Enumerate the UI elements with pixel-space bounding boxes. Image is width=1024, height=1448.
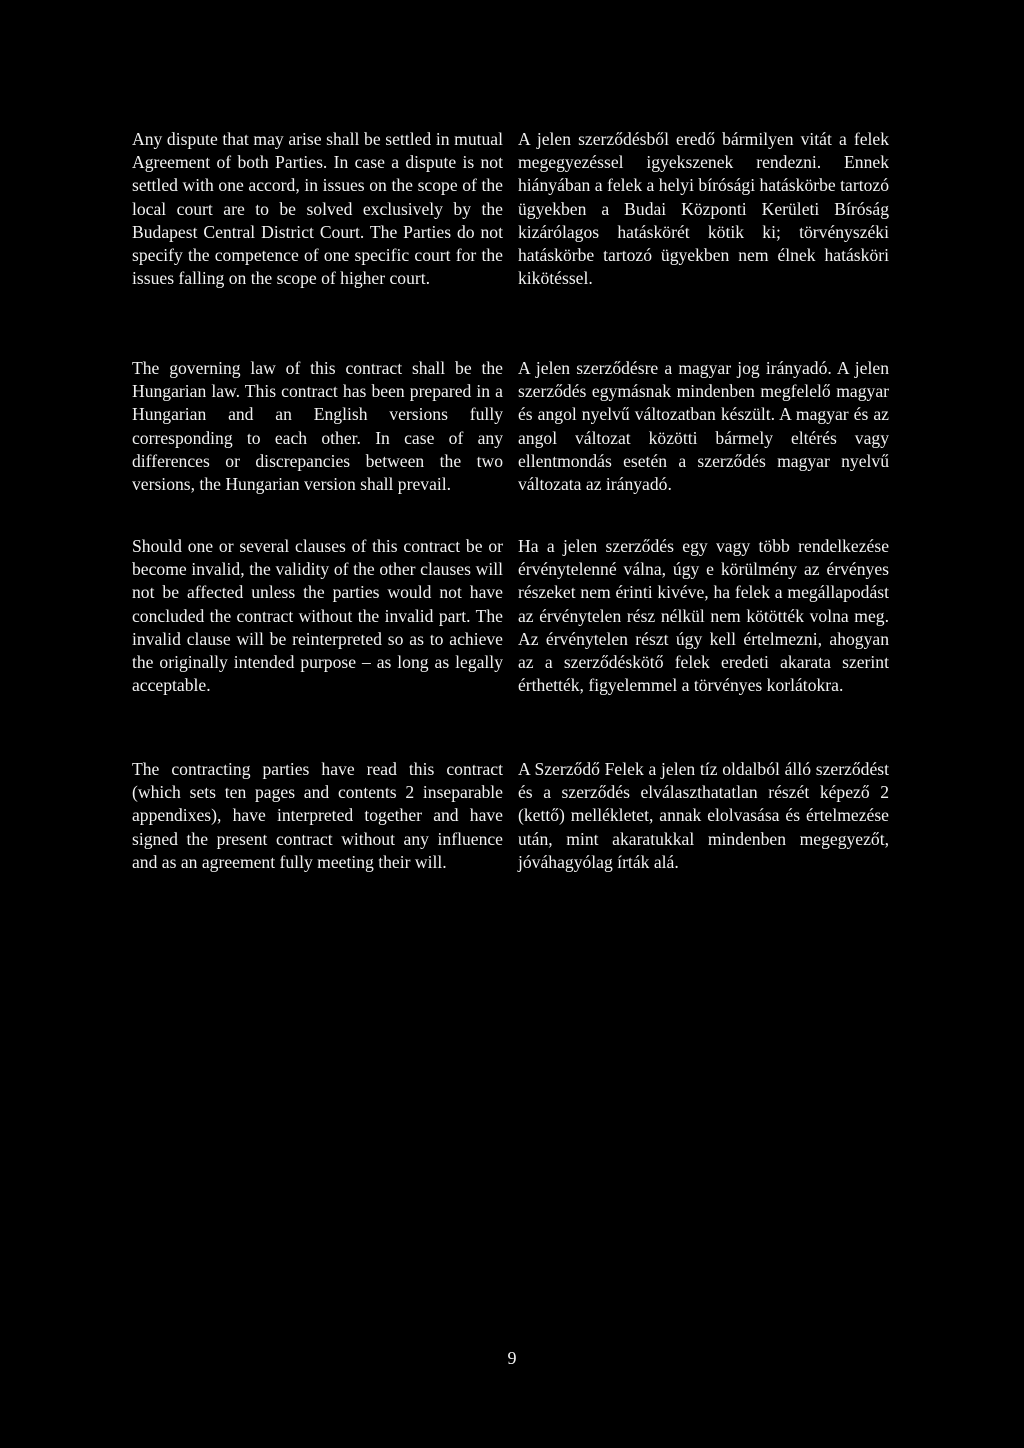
hungarian-signature-clause: A Szerződő Felek a jelen tíz oldalból álló szerződést és a szerződés elválaszthatatlan részét képező 2 (kettő) mellékletet, annak elolvasása és értelmezése után, mint akaratukkal mindenben megegyezőt, jóváhagyólag írták alá. [518,759,889,872]
hungarian-dispute-clause: A jelen szerződésből eredő bármilyen vitát a felek megegyezéssel igyekszenek rendezni. Ennek hiányában a felek a helyi bírósági hatáskörbe tartozó ügyekben a Budai Központi Kerületi Bíróság kizárólagos hatáskörét kötik ki; törvényszéki hatáskörbe tartozó ügyekben nem élnek hatásköri kikötéssel. [518,129,889,289]
english-governing-law-clause: The governing law of this contract shall be the Hungarian law. This contract has been prepared in a Hungarian and an English versions fully corresponding to each other. In case of any differences or discrepancies between the two versions, the Hungarian version shall prevail. [132,358,503,495]
english-signature-clause: The contracting parties have read this contract (which sets ten pages and contents 2 inseparable appendixes), have interpreted together and have signed the present contract without any influence and as an agreement fully meeting their will. [132,759,503,872]
english-severability-clause: Should one or several clauses of this contract be or become invalid, the validity of the other clauses will not be affected unless the parties would not have concluded the contract without the invalid part. The invalid clause will be reinterpreted so as to achieve the originally intended purpose – as long as legally acceptable. [132,536,503,696]
hungarian-governing-law-clause: A jelen szerződésre a magyar jog irányadó. A jelen szerződés egymásnak mindenben megfelelő magyar és angol nyelvű változatban készült. A magyar és az angol változat közötti bármely eltérés vagy ellentmondás esetén a szerződés magyar nyelvű változata az irányadó. [518,358,889,495]
page-number: 9 [507,1348,517,1368]
hungarian-severability-clause: Ha a jelen szerződés egy vagy több rendelkezése érvénytelenné válna, úgy e körülmény az érvényes részeket nem érinti kivéve, ha felek a megállapodást az érvénytelen rész nélkül nem kötötték volna meg. Az érvénytelen részt úgy kell értelmezni, ahogyan az a szerződéskötő felek eredeti akarata szerint érthették, figyelemmel a törvényes korlátokra. [518,536,889,696]
english-dispute-clause: Any dispute that may arise shall be settled in mutual Agreement of both Parties. In case a dispute is not settled with one accord, in issues on the scope of the local court are to be solved exclusively by the Budapest Central District Court. The Parties do not specify the competence of one specific court for the issues falling on the scope of higher court. [132,129,503,289]
